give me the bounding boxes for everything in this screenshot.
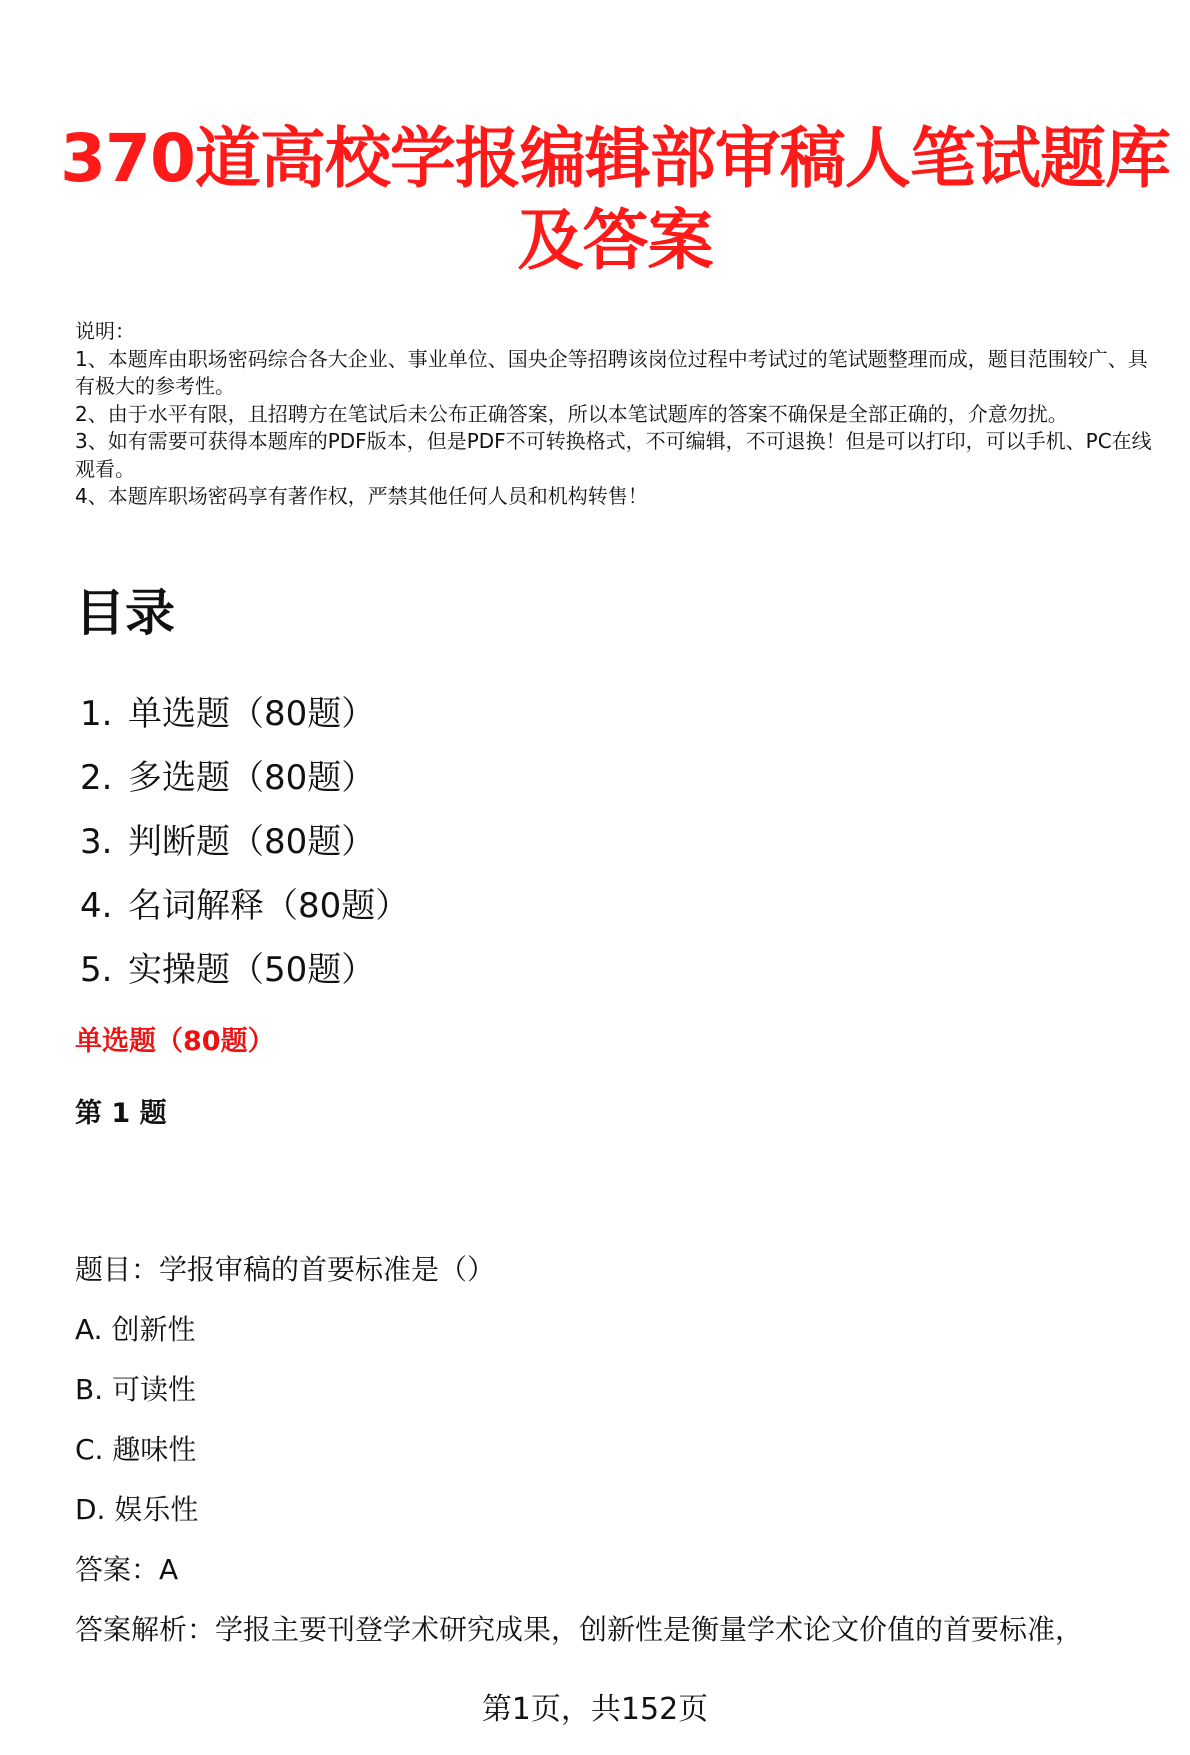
toc-item-number: 5. xyxy=(80,950,113,990)
document-title: 370道高校学报编辑部审稿人笔试题库及答案 xyxy=(60,120,1170,279)
toc-item-number: 4. xyxy=(80,886,113,926)
question-number: 第 1 题 xyxy=(75,1098,167,1129)
question-analysis: 答案解析：学报主要刊登学术研究成果，创新性是衡量学术论文价值的首要标准， xyxy=(75,1613,1084,1646)
notes-item: 1、本题库由职场密码综合各大企业、事业单位、国央企等招聘该岗位过程中考试过的笔试题整理而成，题目范围较广、具有极大的参考性。 xyxy=(75,346,1148,398)
toc-item-label: 单选题（80题） xyxy=(128,694,376,734)
notes-item: 4、本题库职场密码享有著作权，严禁其他任何人员和机构转售！ xyxy=(75,484,648,508)
question-option: C. 趣味性 xyxy=(75,1433,197,1466)
page-footer: 第1页，共152页 xyxy=(481,1692,709,1727)
toc-item[interactable] xyxy=(80,682,409,746)
question-answer: 答案：A xyxy=(75,1553,179,1586)
toc-item[interactable] xyxy=(80,810,409,874)
toc-item-label: 多选题（80题） xyxy=(128,758,376,798)
toc-item-number: 2. xyxy=(80,758,113,798)
section-heading: 单选题（80题） xyxy=(75,1026,275,1057)
toc-item[interactable] xyxy=(80,874,409,938)
toc-heading: 目录 xyxy=(75,584,175,642)
toc-item-label: 判断题（80题） xyxy=(128,822,376,862)
notes-block xyxy=(75,318,1155,511)
question-option: B. 可读性 xyxy=(75,1373,197,1406)
toc-item-number: 3. xyxy=(80,822,113,862)
toc-item-number: 1. xyxy=(80,694,113,734)
notes-item: 2、由于水平有限，且招聘方在笔试后未公布正确答案，所以本笔试题库的答案不确保是全部正确的，介意勿扰。 xyxy=(75,401,1068,426)
toc-item[interactable] xyxy=(80,746,409,810)
toc-item-label: 实操题（50题） xyxy=(128,950,376,990)
question-option: D. 娱乐性 xyxy=(75,1493,199,1526)
toc-item[interactable] xyxy=(80,938,409,1002)
notes-item: 3、如有需要可获得本题库的PDF版本，但是PDF不可转换格式，不可编辑，不可退换！但是可以打印，可以手机、PC在线观看。 xyxy=(75,429,1152,481)
question-option: A. 创新性 xyxy=(75,1313,196,1346)
toc-item-label: 名词解释（80题） xyxy=(128,886,410,926)
toc-list xyxy=(80,682,409,1002)
question-stem: 题目：学报审稿的首要标准是（） xyxy=(75,1253,496,1286)
notes-label: 说明： xyxy=(75,319,135,343)
question-block xyxy=(75,1240,1165,1660)
